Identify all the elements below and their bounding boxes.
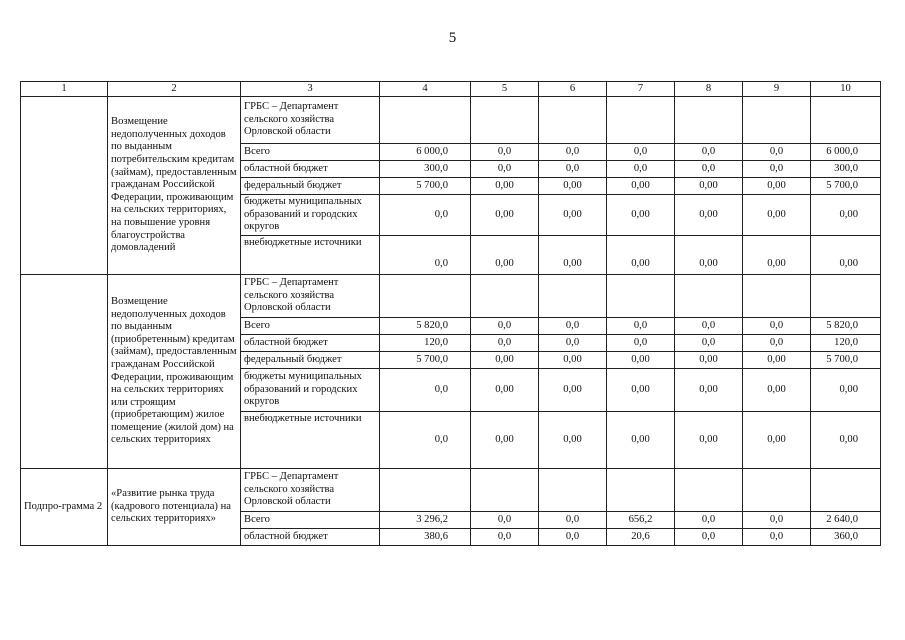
funding-source-cell: ГРБС – Департамент сельского хозяйства Орловской области [241,469,380,512]
amount-cell: 0,00 [539,178,607,195]
amount-cell: 0,0 [675,144,743,161]
amount-cell: 0,00 [539,369,607,412]
amount-cell: 0,0 [675,529,743,546]
amount-cell: 5 820,0 [380,318,471,335]
header-cell: 2 [108,82,241,97]
amount-cell: 0,0 [539,529,607,546]
amount-cell: 0,0 [675,512,743,529]
amount-cell: 0,00 [471,412,539,469]
amount-cell: 0,00 [471,369,539,412]
amount-cell: 0,0 [380,236,471,275]
header-row [21,82,881,97]
funding-source-cell: Всего [241,512,380,529]
funding-source-cell: бюджеты муниципальных образований и городских округов [241,195,380,236]
table-row [21,97,881,144]
amount-cell [471,469,539,512]
amount-cell: 0,0 [607,161,675,178]
amount-cell [607,97,675,144]
header-cell: 7 [607,82,675,97]
header-cell: 1 [21,82,108,97]
amount-cell [471,97,539,144]
amount-cell: 0,00 [607,195,675,236]
amount-cell: 0,0 [743,144,811,161]
amount-cell: 0,00 [607,412,675,469]
funding-source-cell: Всего [241,144,380,161]
amount-cell [380,97,471,144]
budget-table [20,81,881,546]
amount-cell: 380,6 [380,529,471,546]
amount-cell: 360,0 [811,529,881,546]
amount-cell: 0,00 [743,369,811,412]
funding-source-cell: областной бюджет [241,529,380,546]
amount-cell: 0,00 [675,412,743,469]
amount-cell: 0,0 [743,318,811,335]
amount-cell: 0,0 [743,529,811,546]
amount-cell: 0,00 [471,195,539,236]
subprogram-code-cell [21,275,108,469]
funding-source-cell: ГРБС – Департамент сельского хозяйства Орловской области [241,97,380,144]
amount-cell [675,97,743,144]
amount-cell: 0,0 [675,161,743,178]
amount-cell: 0,00 [743,352,811,369]
amount-cell: 120,0 [380,335,471,352]
amount-cell: 0,00 [675,195,743,236]
funding-source-cell: областной бюджет [241,335,380,352]
amount-cell: 656,2 [607,512,675,529]
amount-cell: 0,00 [539,195,607,236]
amount-cell [811,97,881,144]
header-cell: 3 [241,82,380,97]
amount-cell: 0,0 [471,161,539,178]
funding-source-cell: ГРБС – Департамент сельского хозяйства Орловской области [241,275,380,318]
amount-cell: 20,6 [607,529,675,546]
amount-cell: 6 000,0 [811,144,881,161]
subprogram-code-cell [21,97,108,275]
table-row [21,275,881,318]
amount-cell [539,275,607,318]
amount-cell: 5 700,0 [380,178,471,195]
header-cell: 9 [743,82,811,97]
table-body [21,97,881,546]
funding-source-cell: федеральный бюджет [241,178,380,195]
amount-cell: 0,0 [607,318,675,335]
measure-name-cell: «Развитие рынка труда (кадрового потенциала) на сельских территориях» [108,469,241,546]
measure-name-cell: Возмещение недополученных доходов по выданным (приобретенным) кредитам (займам), предоставленным гражданам Российской Федерации, проживающим на сельских территориях или строящим (приобретающим) жилое помещение (жилой дом) на сельских территориях [108,275,241,469]
header-cell: 8 [675,82,743,97]
amount-cell [675,469,743,512]
funding-source-cell: внебюджетные источники [241,412,380,469]
amount-cell: 0,0 [675,335,743,352]
amount-cell: 0,0 [471,318,539,335]
amount-cell [743,469,811,512]
amount-cell: 0,00 [539,236,607,275]
amount-cell: 0,0 [539,318,607,335]
amount-cell: 2 640,0 [811,512,881,529]
amount-cell: 0,00 [743,195,811,236]
amount-cell: 0,00 [811,195,881,236]
amount-cell: 0,00 [675,236,743,275]
amount-cell: 0,00 [539,352,607,369]
amount-cell: 0,00 [607,352,675,369]
amount-cell: 5 700,0 [380,352,471,369]
measure-name-cell: Возмещение недополученных доходов по выданным потребительским кредитам (займам), предоставленным гражданам Российской Федерации, проживающим на сельских территориях, на повышение уровня благоустройства домовладений [108,97,241,275]
amount-cell: 0,0 [743,335,811,352]
amount-cell: 3 296,2 [380,512,471,529]
header-cell: 6 [539,82,607,97]
amount-cell [539,97,607,144]
amount-cell: 0,0 [471,529,539,546]
amount-cell: 0,00 [743,412,811,469]
amount-cell [607,275,675,318]
amount-cell [811,275,881,318]
amount-cell: 5 700,0 [811,178,881,195]
amount-cell: 0,0 [539,144,607,161]
amount-cell: 0,00 [471,236,539,275]
funding-source-cell: Всего [241,318,380,335]
amount-cell: 0,00 [811,369,881,412]
amount-cell: 0,00 [675,178,743,195]
amount-cell: 0,0 [539,512,607,529]
amount-cell: 0,0 [675,318,743,335]
amount-cell: 0,0 [471,335,539,352]
amount-cell: 0,00 [811,412,881,469]
funding-source-cell: бюджеты муниципальных образований и городских округов [241,369,380,412]
amount-cell: 0,0 [471,144,539,161]
amount-cell: 0,00 [675,369,743,412]
amount-cell: 0,00 [471,178,539,195]
funding-source-cell: областной бюджет [241,161,380,178]
page-number: 5 [448,30,457,46]
amount-cell: 0,00 [607,369,675,412]
amount-cell: 0,0 [380,369,471,412]
amount-cell [607,469,675,512]
amount-cell: 0,00 [743,236,811,275]
header-cell: 4 [380,82,471,97]
header-cell: 10 [811,82,881,97]
amount-cell: 0,00 [743,178,811,195]
amount-cell: 0,00 [607,236,675,275]
amount-cell: 0,00 [607,178,675,195]
amount-cell: 0,00 [675,352,743,369]
amount-cell: 5 820,0 [811,318,881,335]
subprogram-code-cell: Подпро-грамма 2 [21,469,108,546]
amount-cell: 0,0 [539,335,607,352]
amount-cell: 5 700,0 [811,352,881,369]
amount-cell: 0,00 [811,236,881,275]
header-cell: 5 [471,82,539,97]
amount-cell: 0,00 [539,412,607,469]
amount-cell: 0,0 [380,195,471,236]
amount-cell: 6 000,0 [380,144,471,161]
amount-cell [743,97,811,144]
amount-cell: 0,0 [607,144,675,161]
amount-cell: 120,0 [811,335,881,352]
amount-cell: 0,0 [743,161,811,178]
amount-cell: 0,0 [607,335,675,352]
amount-cell: 0,0 [743,512,811,529]
table-row [21,469,881,512]
amount-cell [743,275,811,318]
amount-cell [471,275,539,318]
amount-cell: 300,0 [811,161,881,178]
amount-cell: 300,0 [380,161,471,178]
amount-cell [675,275,743,318]
amount-cell: 0,00 [471,352,539,369]
amount-cell: 0,0 [539,161,607,178]
funding-source-cell: внебюджетные источники [241,236,380,275]
amount-cell: 0,0 [471,512,539,529]
amount-cell: 0,0 [380,412,471,469]
amount-cell [811,469,881,512]
amount-cell [380,275,471,318]
funding-source-cell: федеральный бюджет [241,352,380,369]
amount-cell [539,469,607,512]
amount-cell [380,469,471,512]
